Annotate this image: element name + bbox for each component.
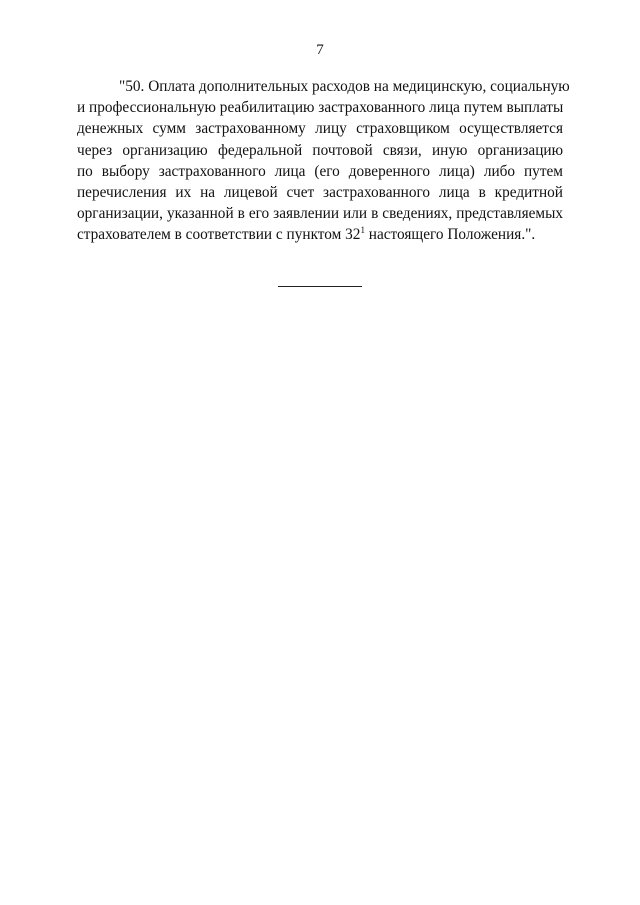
end-separator-line (278, 286, 362, 287)
last-line-text: страхователем в соответствии с пунктом 32 (77, 226, 361, 244)
paragraph-last-line (77, 224, 563, 245)
paragraph-line: перечисления их на лицевой счет застрахованного лица в кредитной (77, 184, 563, 202)
paragraph-line: по выбору застрахованного лица (его доверенного лица) либо путем (77, 162, 563, 180)
paragraph-line: организации, указанной в его заявлении или в сведениях, представляемых (77, 205, 563, 223)
paragraph-line: и профессиональную реабилитацию застрахованного лица путем выплаты (77, 99, 564, 117)
paragraph-line: "50. Оплата дополнительных расходов на медицинскую, социальную (119, 78, 570, 95)
superscript-mark: 1 (360, 225, 365, 236)
paragraph-line: через организацию федеральной почтовой связи, иную организацию (77, 141, 563, 159)
page-number: 7 (316, 42, 324, 58)
last-line-text-end: настоящего Положения.". (364, 226, 536, 244)
paragraph-50 (77, 76, 570, 246)
paragraph-line: денежных сумм застрахованному лицу страховщиком осуществляется (77, 120, 563, 138)
